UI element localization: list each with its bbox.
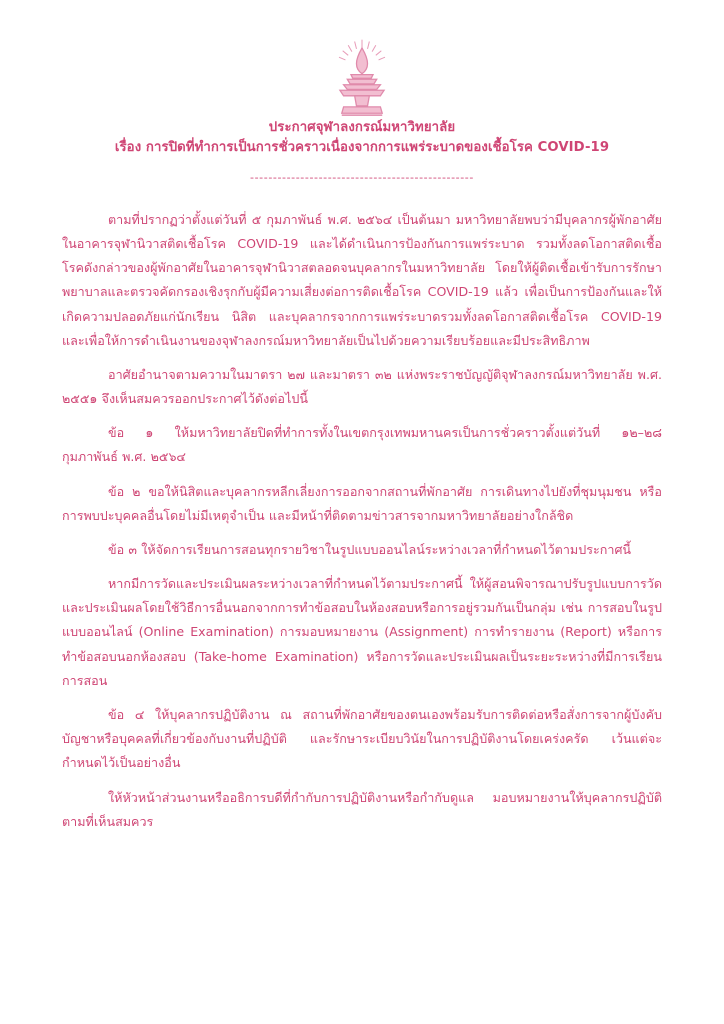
- clause-2: ข้อ ๒ ขอให้นิสิตและบุคลากรหลีกเลี่ยงการออกจากสถานที่พักอาศัย การเดินทางไปยังที่ชุมนุมชน หรือการพบปะบุคคลอื่นโดยไม่มีเหตุจำเป็น และมีหน้าที่ติดตามข่าวสารจากมหาวิทยาลัยอย่างใกล้ชิด: [62, 483, 662, 523]
- paragraph-2: อาศัยอำนาจตามความในมาตรา ๒๗ และมาตรา ๓๒ แห่งพระราชบัญญัติจุฬาลงกรณ์มหาวิทยาลัย พ.ศ. ๒๕๕๑ จึงเห็นสมควรออกประกาศไว้ดังต่อไปนี้: [62, 366, 662, 407]
- closing-paragraph: ให้หัวหน้าส่วนงานหรืออธิการบดีที่กำกับการปฏิบัติงานหรือกำกับดูแล มอบหมายงานให้บุคลากรปฏิบัติตามที่เห็นสมควร: [62, 789, 662, 829]
- clause-1: ข้อ ๑ ให้มหาวิทยาลัยปิดที่ทำการทั้งในเขตกรุงเทพมหานครเป็นการชั่วคราวตั้งแต่วันที่ ๑๒–๒๘ กุมภาพันธ์ พ.ศ. ๒๕๖๔: [62, 425, 662, 465]
- chulalongkorn-university-emblem: [316, 36, 408, 128]
- emblem-container: [62, 0, 662, 118]
- document-body: [62, 208, 662, 834]
- heading-line-2: เรื่อง การปิดที่ทำการเป็นการชั่วคราวเนื่องจากการแพร่ระบาดของเชื้อโรค COVID-19: [114, 140, 610, 156]
- clause-4: ข้อ ๔ ให้บุคลากรปฏิบัติงาน ณ สถานที่พักอาศัยของตนเองพร้อมรับการติดต่อหรือสั่งการจากผู้บังคับบัญชาหรือบุคคลที่เกี่ยวข้องกับงานที่ปฏิบัติ และรักษาระเบียบวินัยในการปฏิบัติงานโดยเคร่งครัด เว้นแต่จะกำหนดไว้เป็นอย่างอื่น: [62, 707, 662, 771]
- paragraph-1: ตามที่ปรากฏว่าตั้งแต่วันที่ ๕ กุมภาพันธ์ พ.ศ. ๒๕๖๔ เป็นต้นมา มหาวิทยาลัยพบว่ามีบุคลากรผู้พักอาศัยในอาคารจุฬานิวาสติดเชื้อโรค COVID-19 และได้ดำเนินการป้องกันการแพร่ระบาด รวมทั้งลดโอกาสติดเชื้อโรคดังกล่าวของผู้พักอาศัยในอาคารจุฬานิวาสตลอดจนบุคลากรในมหาวิทยาลัย โดยให้ผู้ติดเชื้อเข้ารับการรักษาพยาบาลและตรวจคัดกรองเชิงรุกกับผู้มีความเสี่ยงต่อการติดเชื้อโรค COVID-19 แล้ว เพื่อเป็นการป้องกันและให้เกิดความปลอดภัยแก่นักเรียน นิสิต และบุคลากรจากการแพร่ระบาดรวมทั้งลดโอกาสติดเชื้อโรค COVID-19 และเพื่อให้การดำเนินงานของจุฬาลงกรณ์มหาวิทยาลัยเป็นไปด้วยความเรียบร้อยและมีประสิทธิภาพ: [62, 211, 662, 348]
- clause-3: ข้อ ๓ ให้จัดการเรียนการสอนทุกรายวิชาในรูปแบบออนไลน์ระหว่างเวลาที่กำหนดไว้ตามประกาศนี้: [108, 541, 632, 557]
- document-heading: [62, 118, 662, 159]
- heading-line-1: ประกาศจุฬาลงกรณ์มหาวิทยาลัย: [268, 120, 456, 135]
- clause-3-note: หากมีการวัดและประเมินผลระหว่างเวลาที่กำหนดไว้ตามประกาศนี้ ให้ผู้สอนพิจารณาปรับรูปแบบการวัดและประเมินผลโดยใช้วิธีการอื่นนอกจากการทำข้อสอบในห้องสอบหรือการอยู่รวมกันเป็นกลุ่ม เช่น การสอบในรูปแบบออนไลน์ (Online Examination) การมอบหมายงาน (Assignment) การทำรายงาน (Report) หรือการทำข้อสอบนอกห้องสอบ (Take-home Examination) หรือการวัดและประเมินผลเป็นระยะระหว่างที่มีการเรียนการสอน: [62, 576, 662, 688]
- heading-divider: -------------------------------------------------: [250, 170, 474, 184]
